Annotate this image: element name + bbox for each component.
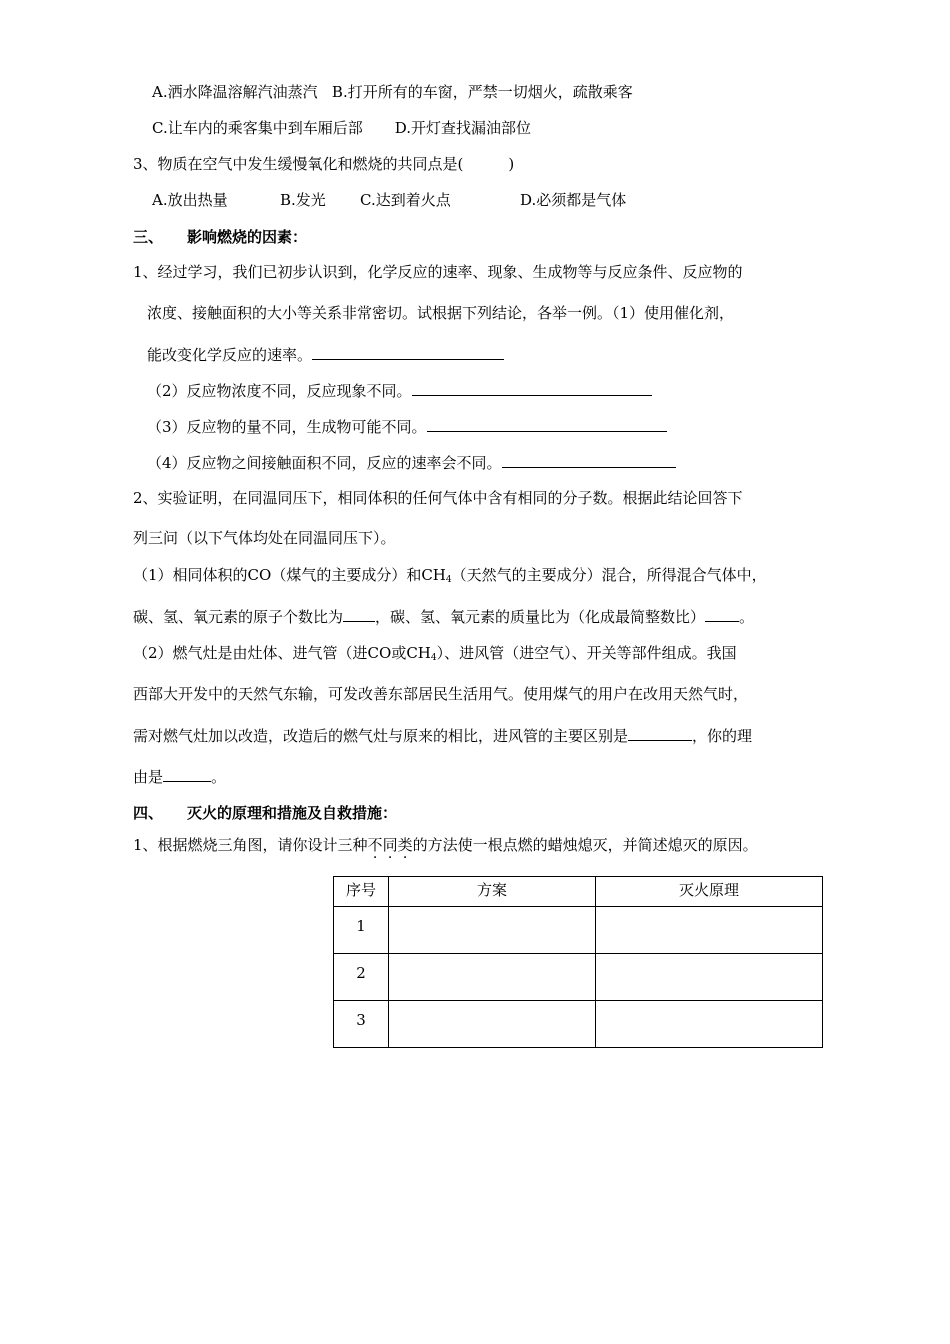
table-row <box>334 1001 823 1048</box>
answer-blank-atom-ratio[interactable] <box>343 606 375 622</box>
header-number: 序号 <box>334 877 389 907</box>
q3-option-d: D.必须都是气体 <box>520 191 627 209</box>
emphasis-char-1: 不 <box>367 836 383 854</box>
q2-options-line2 <box>152 118 531 138</box>
row-principle-cell[interactable] <box>596 907 823 954</box>
s3-q1-sub3-text: （3）反应物的量不同，生成物可能不同。 <box>147 418 427 436</box>
fire-extinguish-table <box>333 876 823 1048</box>
row-number: 3 <box>334 1001 389 1048</box>
row-number: 1 <box>334 907 389 954</box>
s3-q2-part2-line3 <box>133 725 752 746</box>
q2-options-line1 <box>152 82 633 102</box>
answer-blank-2[interactable] <box>412 380 652 396</box>
q2-option-a: A.洒水降温溶解汽油蒸汽 <box>152 83 318 101</box>
s3-q2-part1-line1 <box>133 565 767 590</box>
q2-option-d: D.开灯查找漏油部位 <box>394 119 531 137</box>
row-plan-cell[interactable] <box>389 1001 596 1048</box>
section4-heading <box>133 803 397 823</box>
s3-q2-part2-line3-b: ，你的理 <box>692 727 753 745</box>
s3-q2-part1-line2-end: 。 <box>739 608 755 626</box>
row-principle-cell[interactable] <box>596 1001 823 1048</box>
s3-q1-line3 <box>147 344 504 365</box>
q3-options <box>152 190 626 210</box>
s3-q2-part2-text-b: ）、进风管（进空气）、开关等部件组成。我国 <box>436 644 737 662</box>
s3-q1-line1: 1、经过学习，我们已初步认识到，化学反应的速率、现象、生成物等与反应条件、反应物的 <box>133 263 743 281</box>
row-principle-cell[interactable] <box>596 954 823 1001</box>
q3-stem: 3、物质在空气中发生缓慢氧化和燃烧的共同点是( ) <box>133 155 515 173</box>
s3-q2-line1: 2、实验证明，在同温同压下，相同体积的任何气体中含有相同的分子数。根据此结论回答下 <box>133 489 743 507</box>
s4-q1 <box>133 835 758 855</box>
header-plan: 方案 <box>389 877 596 907</box>
s3-q1-sub2-text: （2）反应物浓度不同，反应现象不同。 <box>147 382 412 400</box>
s3-q2-part2-line4-b: 。 <box>211 768 227 786</box>
q2-option-b: B.打开所有的车窗，严禁一切烟火，疏散乘客 <box>331 83 633 101</box>
s3-q1-sub4-text: （4）反应物之间接触面积不同，反应的速率会不同。 <box>147 454 502 472</box>
q3-option-c: C.达到着火点 <box>360 191 451 209</box>
emphasis-char-3: 类 <box>397 836 413 854</box>
emphasis-char-2: 同 <box>382 836 398 854</box>
section3-number: 三、 <box>133 228 164 246</box>
s3-q2-part2-line3-a: 需对燃气灶加以改造，改造后的燃气灶与原来的相比，进风管的主要区别是 <box>133 727 629 745</box>
s3-q2-part2-line4 <box>133 766 226 787</box>
row-number: 2 <box>334 954 389 1001</box>
ch4-subscript-2: 4 <box>430 653 437 663</box>
header-principle: 灭火原理 <box>596 877 823 907</box>
answer-blank-1[interactable] <box>312 344 504 360</box>
q3-option-b: B.发光 <box>280 191 326 209</box>
answer-blank-reason[interactable] <box>163 766 211 782</box>
section4-number: 四、 <box>133 804 164 822</box>
ch4-subscript: 4 <box>445 575 452 585</box>
section3-heading <box>133 227 307 247</box>
s3-q1-sub2 <box>147 380 652 401</box>
answer-blank-4[interactable] <box>502 452 676 468</box>
s3-q2-part1-line2 <box>133 606 754 627</box>
answer-blank-mass-ratio[interactable] <box>705 606 739 622</box>
s3-q1-sub4 <box>147 452 676 473</box>
section4-title: 灭火的原理和措施及自救措施： <box>187 804 398 822</box>
s3-q2-part2-line1 <box>133 643 737 668</box>
s3-q1-sub3 <box>147 416 667 437</box>
table-header-row <box>334 877 823 907</box>
s3-q2-part1-text-a: （1）相同体积的CO（煤气的主要成分）和CH <box>133 566 446 584</box>
s3-q2-part2-line2: 西部大开发中的天然气东输，可发改善东部居民生活用气。使用煤气的用户在改用天然气时， <box>133 685 749 703</box>
table-row <box>334 907 823 954</box>
table-row <box>334 954 823 1001</box>
answer-blank-air-pipe[interactable] <box>628 725 692 741</box>
q2-option-c: C.让车内的乘客集中到车厢后部 <box>152 119 363 137</box>
s3-q2-part2-text-a: （2）燃气灶是由灶体、进气管（进CO或CH <box>133 644 431 662</box>
s3-q2-part1-line2-a: 碳、氢、氧元素的原子个数比为 <box>133 608 344 626</box>
s3-q2-line2: 列三问（以下气体均处在同温同压下）。 <box>133 529 396 547</box>
s3-q2-part1-text-b: （天然气的主要成分）混合，所得混合气体中， <box>451 566 767 584</box>
s4-q1-text-b: 的方法使一根点燃的蜡烛熄灭，并简述熄灭的原因。 <box>412 836 758 854</box>
s3-q1-line3-text: 能改变化学反应的速率。 <box>147 346 313 364</box>
answer-blank-3[interactable] <box>427 416 667 432</box>
section3-title: 影响燃烧的因素： <box>187 228 308 246</box>
s3-q2-part1-line2-b: ，碳、氢、氧元素的质量比为（化成最简整数比） <box>375 608 706 626</box>
s3-q1-line2: 浓度、接触面积的大小等关系非常密切。试根据下列结论，各举一例。（1）使用催化剂， <box>147 304 735 322</box>
s3-q2-part2-line4-a: 由是 <box>133 768 164 786</box>
q3-option-a: A.放出热量 <box>152 191 228 209</box>
row-plan-cell[interactable] <box>389 907 596 954</box>
row-plan-cell[interactable] <box>389 954 596 1001</box>
s4-q1-text-a: 1、根据燃烧三角图，请你设计三种 <box>133 836 368 854</box>
